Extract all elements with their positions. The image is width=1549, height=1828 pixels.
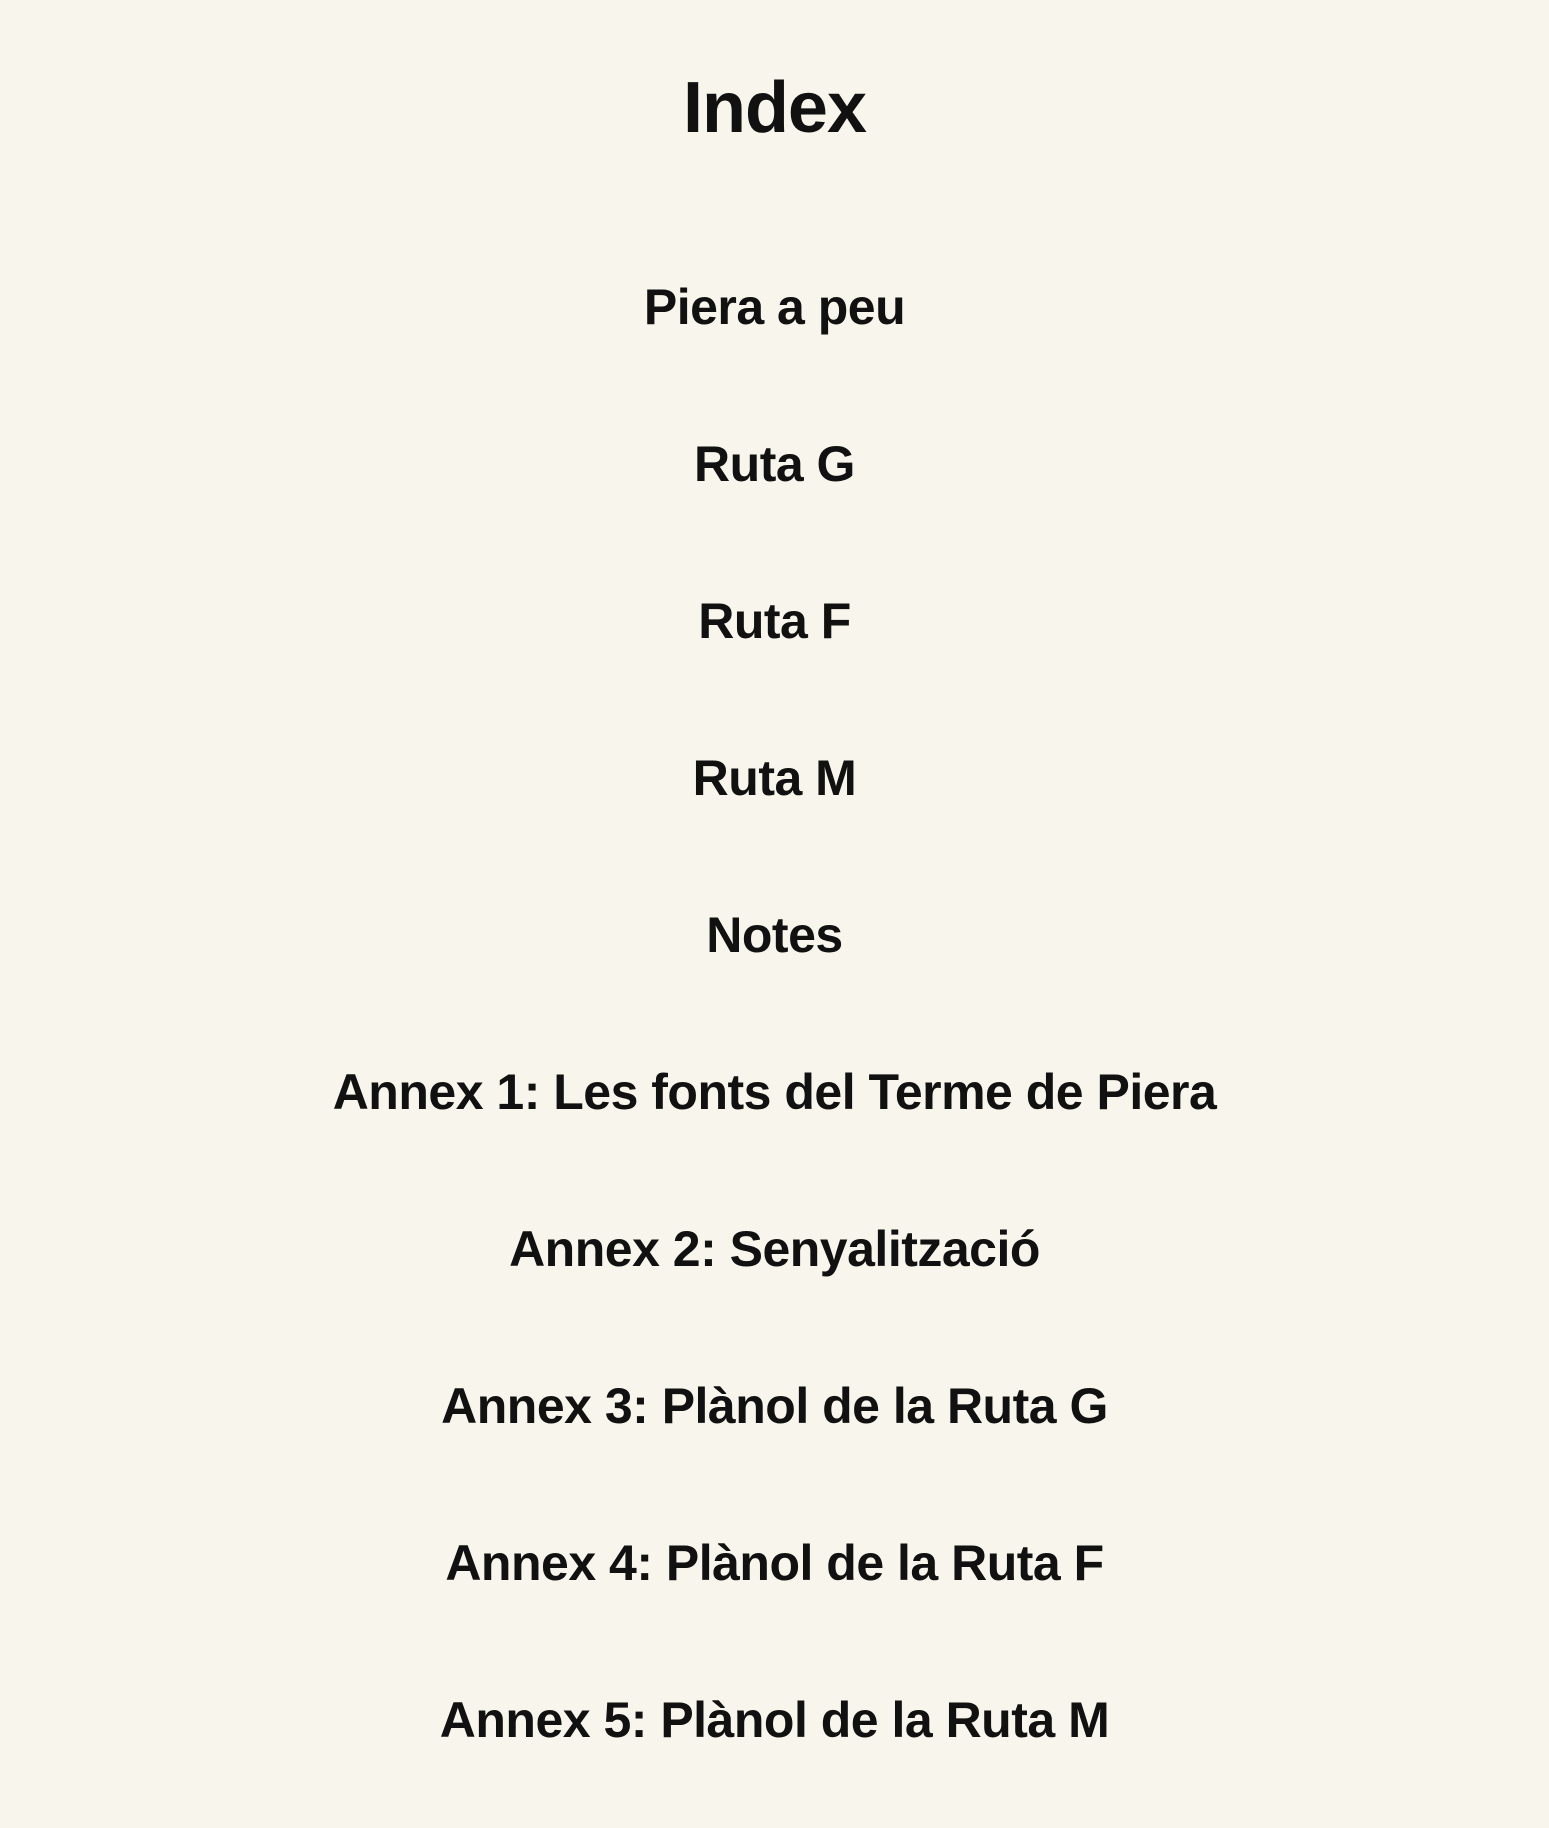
index-entry-piera-a-peu: Piera a peu — [643, 279, 906, 335]
index-entry-ruta-m: Ruta M — [692, 750, 857, 806]
index-entry-annex-4: Annex 4: Plànol de la Ruta F — [445, 1535, 1104, 1591]
index-entry-notes: Notes — [706, 907, 843, 963]
index-entry-annex-3: Annex 3: Plànol de la Ruta G — [441, 1378, 1108, 1434]
index-entry-ruta-f: Ruta F — [698, 593, 851, 649]
index-entry-ruta-g: Ruta G — [694, 436, 855, 492]
page-title: Index — [682, 68, 867, 148]
index-entry-annex-5: Annex 5: Plànol de la Ruta M — [439, 1692, 1110, 1748]
index-entry-annex-2: Annex 2: Senyalització — [509, 1221, 1040, 1277]
index-entry-annex-1: Annex 1: Les fonts del Terme de Piera — [332, 1064, 1217, 1120]
